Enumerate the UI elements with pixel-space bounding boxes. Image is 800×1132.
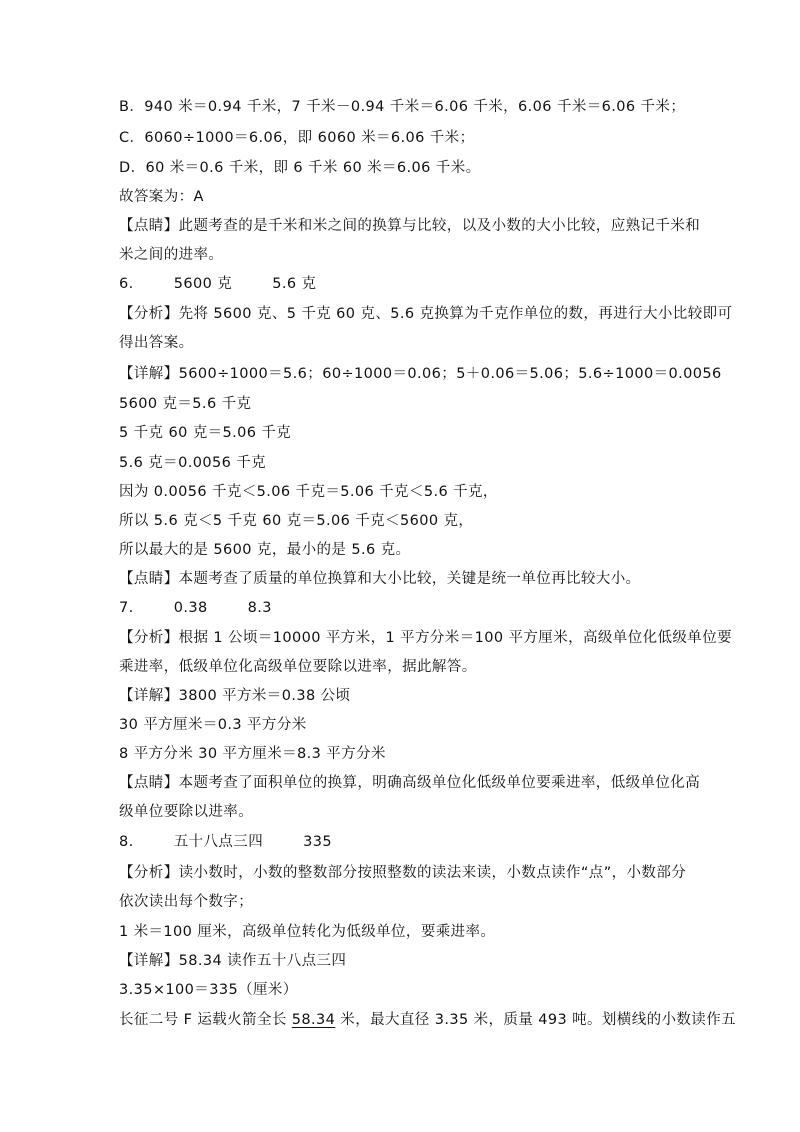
text-line	[119, 158, 699, 178]
text-line	[119, 423, 699, 443]
text-segment: 故答案为：A	[119, 189, 204, 205]
text-line	[119, 598, 699, 618]
text-segment: 【分析】根据 1 公顷＝10000 平方米，1 平方分米＝100 平方厘米，高级单位化低级单位要	[119, 630, 732, 646]
text-segment: 所以最大的是 5600 克，最小的是 5.6 克。	[119, 542, 411, 558]
text-line	[119, 274, 699, 294]
text-line	[119, 980, 699, 1000]
text-line	[119, 802, 699, 822]
text-segment: 【分析】读小数时，小数的整数部分按照整数的读法来读，小数点读作“点”，小数部分	[119, 865, 687, 881]
text-segment: 7. 0.38 8.3	[119, 600, 272, 616]
text-segment: 得出答案。	[119, 335, 194, 351]
text-segment: 因为 0.0056 千克＜5.06 千克＝5.06 千克＜5.6 千克，	[119, 484, 498, 500]
text-segment: 【分析】先将 5600 克、5 千克 60 克、5.6 克换算为千克作单位的数，再进行大小比较即可	[119, 306, 733, 322]
text-line	[119, 922, 699, 942]
text-segment: 米之间的进率。	[119, 247, 224, 263]
text-line	[119, 97, 699, 117]
text-line	[119, 951, 699, 971]
text-line	[119, 540, 699, 560]
text-segment: 8. 五十八点三四 335	[119, 834, 333, 850]
text-line	[119, 657, 699, 677]
text-line	[119, 394, 699, 414]
text-segment: 【详解】5600÷1000＝5.6；60÷1000＝0.06；5＋0.06＝5.06；5.6÷1000＝0.0056	[119, 366, 722, 382]
text-line	[119, 715, 699, 735]
text-segment: 1 米＝100 厘米，高级单位转化为低级单位，要乘进率。	[119, 924, 496, 940]
text-segment: 8 平方分米 30 平方厘米＝8.3 平方分米	[119, 746, 386, 762]
text-segment: 3.35×100＝335（厘米）	[119, 982, 298, 998]
text-line	[119, 686, 699, 706]
text-line	[119, 128, 699, 148]
text-segment: 级单位要除以进率。	[119, 804, 254, 820]
text-segment: 6. 5600 克 5.6 克	[119, 276, 317, 292]
text-line	[119, 628, 732, 648]
text-line	[119, 511, 699, 531]
text-line	[119, 482, 699, 502]
text-segment: 【详解】3800 平方米＝0.38 公顷	[119, 688, 351, 704]
text-segment: 5600 克＝5.6 千克	[119, 396, 252, 412]
text-segment: 5 千克 60 克＝5.06 千克	[119, 425, 292, 441]
underlined-number: 58.34	[291, 1012, 336, 1028]
text-segment: C．6060÷1000＝6.06，即 6060 米＝6.06 千米；	[119, 130, 475, 146]
text-line	[119, 832, 699, 852]
text-line	[119, 187, 699, 207]
text-segment: 30 平方厘米＝0.3 平方分米	[119, 717, 307, 733]
text-segment: 米，最大直径 3.35 米，质量 493 吨。划横线的小数读作五	[335, 1012, 737, 1028]
text-line	[119, 245, 699, 265]
text-segment: 【点睛】本题考查了质量的单位换算和大小比较，关键是统一单位再比较大小。	[119, 571, 641, 587]
text-segment: 【点睛】本题考查了面积单位的换算，明确高级单位化低级单位要乘进率，低级单位化高	[119, 775, 701, 791]
text-segment: 长征二号 F 运载火箭全长	[119, 1012, 292, 1028]
text-segment: 5.6 克＝0.0056 千克	[119, 455, 267, 471]
text-line	[119, 892, 699, 912]
text-segment: D．60 米＝0.6 千米，即 6 千米 60 米＝6.06 千米。	[119, 160, 481, 176]
text-line	[119, 773, 699, 793]
text-segment: 所以 5.6 克＜5 千克 60 克＝5.06 千克＜5600 克，	[119, 513, 474, 529]
text-line	[119, 1010, 737, 1030]
text-segment: B．940 米＝0.94 千米，7 千米－0.94 千米＝6.06 千米，6.06 千米＝6.06 千米；	[119, 99, 686, 115]
text-line	[119, 364, 722, 384]
text-segment: 【详解】58.34 读作五十八点三四	[119, 953, 347, 969]
text-line	[119, 216, 699, 236]
text-line	[119, 333, 699, 353]
text-line	[119, 569, 699, 589]
text-line	[119, 304, 733, 324]
text-line	[119, 863, 699, 883]
text-line	[119, 744, 699, 764]
text-segment: 【点睛】此题考查的是千米和米之间的换算与比较，以及小数的大小比较，应熟记千米和	[119, 218, 701, 234]
text-segment: 乘进率，低级单位化高级单位要除以进率，据此解答。	[119, 659, 477, 675]
text-segment: 依次读出每个数字；	[119, 894, 254, 910]
text-line	[119, 453, 699, 473]
